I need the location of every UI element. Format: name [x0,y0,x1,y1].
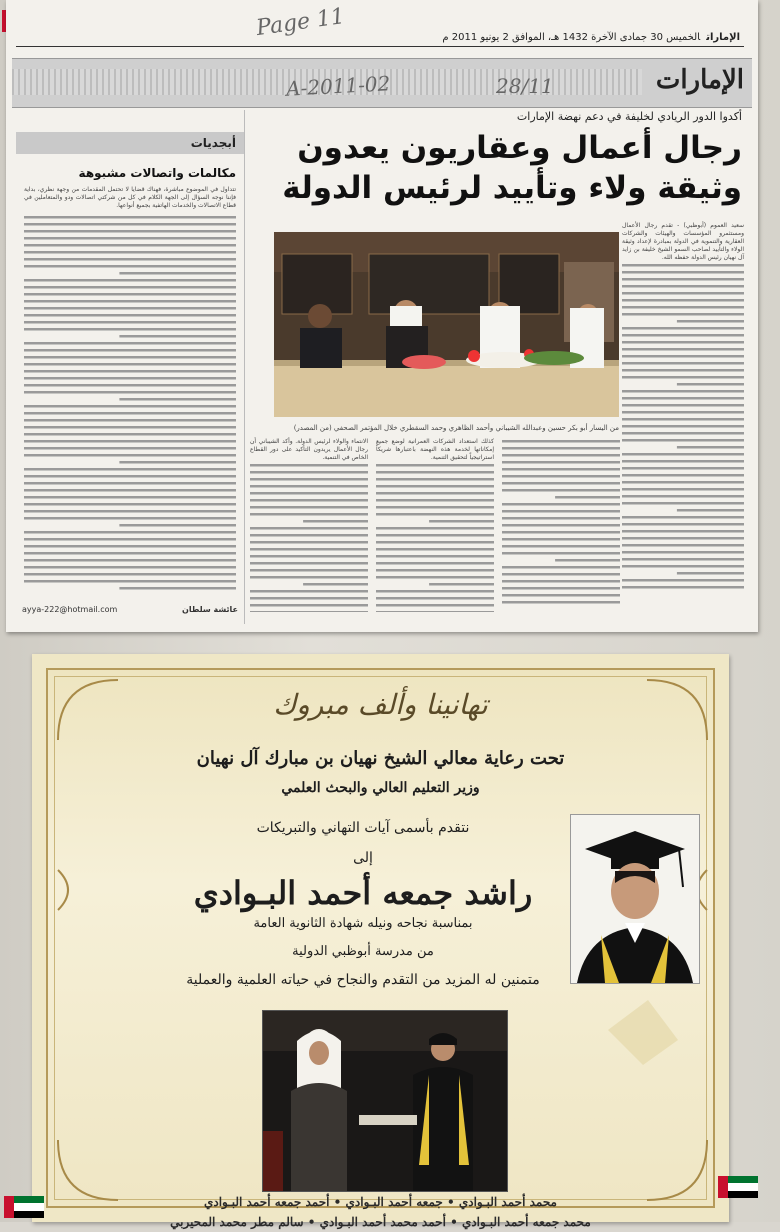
senders-list [48,1192,713,1232]
handwritten-page-note: Page 11 [254,3,347,42]
column-byline [22,605,238,614]
date-line: الإماراتالخميس 30 جمادى الآخرة 1432 هـ، الموافق 2 يونيو 2011 م [442,32,740,43]
column-label: أبجديات [16,132,244,154]
senders-row-2: محمد جمعه أحمد البـوادي • أحمد محمد أحمد البـوادي • سالم مطر محمد المحيربي [170,1215,591,1229]
column-text-lines [24,214,236,594]
graduate-portrait [570,814,700,984]
uae-flag-pin-bottom-left-icon [4,1196,44,1218]
uae-flag-pin-bottom-right-icon [718,1176,758,1198]
graduate-name: راشد جمعه أحمد البـوادي [193,874,533,912]
handwritten-date: 28/11 [496,74,554,98]
article-column-1 [250,438,368,622]
ad-frame [46,668,715,1229]
to-line: إلى [353,850,373,866]
occasion-line: بمناسبة نجاحه ونيله شهادة الثانوية العامة [253,916,473,931]
article-column-2 [376,438,494,622]
ceremony-photo [262,1010,508,1192]
headline: رجال أعمال وعقاريون يعدون وثيقة ولاء وتأييد لرئيس الدولة [282,130,742,206]
article-column-3 [502,438,620,622]
patron-title: وزير التعليم العالي والبحث العلمي [281,780,480,796]
patron-line: تحت رعاية معالي الشيخ نهيان بن مبارك آل نهيان [196,748,565,769]
top-rule [16,46,744,47]
school-line: من مدرسة أبوظبي الدولية [292,944,434,959]
article-lead: سعيد العموم (أبوظبي) - تقدم رجال الأعمال ومستثمرو المؤسسات والهيئات والشركات العقارية والتنموية في الدولة بمبادرة لإعداد وثيقة الولاء والتأييد لصاحب السمو الشيخ خليفة بن زايد آل نهيان رئيس الدولة حفظه الله. [622,222,744,261]
article-column-2-lines [376,462,494,612]
article-column-3-lines [502,438,620,608]
senders-row-1: محمد أحمد البـوادي • جمعه أحمد البـوادي • أحمد جمعه أحمد البـوادي [203,1195,557,1209]
wish-line: متمنين له المزيد من التقدم والنجاح في حياته العلمية والعملية [186,972,540,988]
handwritten-reference: A-2011-02 [285,71,391,101]
author-email: ayya-222@hotmail.com [22,605,118,614]
headline-kicker: أكدوا الدور الريادي لخليفة في دعم نهضة الإمارات [516,110,742,123]
article-right-column [622,222,744,622]
congratulations-ad [32,654,729,1229]
opinion-column [16,110,245,624]
column-body: تتداول في الموضوع مباشرة، فهناك قضايا لا تحتمل المقدمات من وجهة نظري، بداية فإننا نوجه السؤال إلى الجهة الكلام في كل من شركتي اتصالات ودو والمتعاملين في قطاع الاتصالات والخدمات الهاتفية بجميع أنواعها. [24,186,236,209]
press-conference-photo [274,232,619,417]
article-column-2-text: كذلك استعداد الشركات العمرانية لوضع جميع إمكاناتها لخدمة هذه النهضة باعتبارها شريكاً استراتيجياً لتحقيق التنمية. [376,438,494,461]
photo-caption: من اليسار أبو بكر حسين وعبدالله الشيباني وأحمد الظاهري وحمد السقطري خلال المؤتمر الصحفي (من المصدر) [293,424,619,432]
author-name: عائشة سلطان [181,605,238,614]
article-body-columns [250,438,620,622]
ad-title: تهانينا وألف مبروك [273,688,488,721]
brand-title: الإمارات [655,65,744,95]
column-title: مكالمات واتصالات مشبوهة [78,166,236,180]
article-column-1-text: الانتماء والولاء لرئيس الدولة. وأكد الشيباني أن رجال الأعمال يريدون التأكيد على دور القطاع الخاص في التنمية. [250,438,368,461]
intro-line: نتقدم بأسمى آيات التهاني والتبريكات [256,820,470,836]
article-column-1-lines [250,462,368,612]
newspaper-clipping [6,0,758,632]
article-right-lines [622,262,744,592]
